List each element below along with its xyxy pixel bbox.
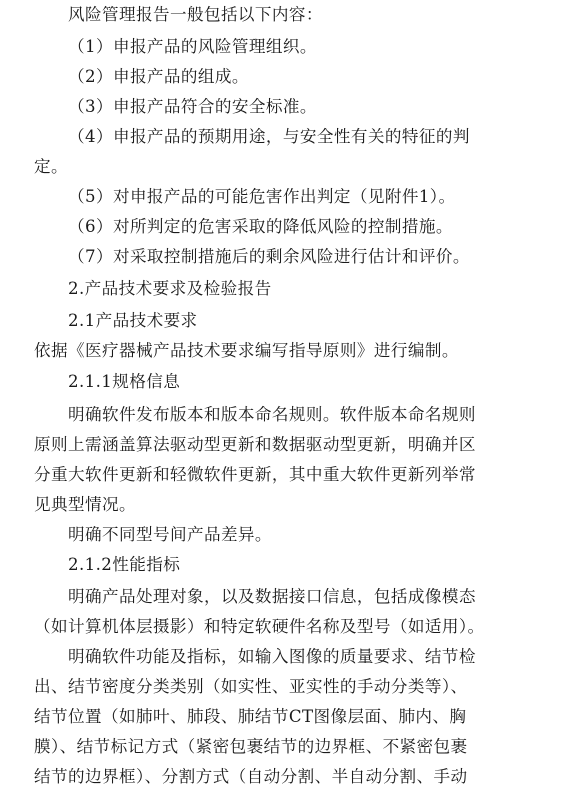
paragraph-line: 结节的边界框）、分割方式（自动分割、半自动分割、手动 xyxy=(34,767,468,786)
paragraph-line: 明确产品处理对象，以及数据接口信息，包括成像模态 xyxy=(68,587,476,606)
paragraph-line: 明确软件发布版本和版本命名规则。软件版本命名规则 xyxy=(68,405,476,424)
paragraph-line: （如计算机体层摄影）和特定软硬件名称及型号（如适用）。 xyxy=(34,617,485,636)
intro-line: 风险管理报告一般包括以下内容： xyxy=(68,5,323,24)
paragraph-line: 明确不同型号间产品差异。 xyxy=(68,525,272,544)
list-item-6: （6）对所判定的危害采取的降低风险的控制措施。 xyxy=(68,217,453,236)
paragraph-line: 结节位置（如肺叶、肺段、肺结节CT图像层面、肺内、胸 xyxy=(34,707,467,726)
paragraph-line: 出、结节密度分类类别（如实性、亚实性的手动分类等）、 xyxy=(34,677,468,696)
subsubsection-heading: 2.1.2性能指标 xyxy=(68,555,181,574)
paragraph-line: 依据《医疗器械产品技术要求编写指导原则》进行编制。 xyxy=(34,341,459,360)
section-heading: 2.产品技术要求及检验报告 xyxy=(68,279,272,298)
list-item-4-cont: 定。 xyxy=(34,157,68,176)
list-item-4: （4）申报产品的预期用途，与安全性有关的特征的判 xyxy=(68,127,470,146)
list-item-2: （2）申报产品的组成。 xyxy=(68,67,249,86)
subsection-heading: 2.1产品技术要求 xyxy=(68,311,198,330)
list-item-1: （1）申报产品的风险管理组织。 xyxy=(68,37,317,56)
paragraph-line: 膜）、结节标记方式（紧密包裹结节的边界框、不紧密包裹 xyxy=(34,737,468,756)
paragraph-line: 原则上需涵盖算法驱动型更新和数据驱动型更新，明确并区 xyxy=(34,435,476,454)
list-item-3: （3）申报产品符合的安全标准。 xyxy=(68,97,317,116)
paragraph-line: 见典型情况。 xyxy=(34,495,136,514)
paragraph-line: 明确软件功能及指标，如输入图像的质量要求、结节检 xyxy=(68,647,476,666)
subsubsection-heading: 2.1.1规格信息 xyxy=(68,372,181,391)
paragraph-line: 分重大软件更新和轻微软件更新，其中重大软件更新列举常 xyxy=(34,465,476,484)
list-item-5: （5）对申报产品的可能危害作出判定（见附件1）。 xyxy=(68,187,456,206)
list-item-7: （7）对采取控制措施后的剩余风险进行估计和评价。 xyxy=(68,247,470,266)
